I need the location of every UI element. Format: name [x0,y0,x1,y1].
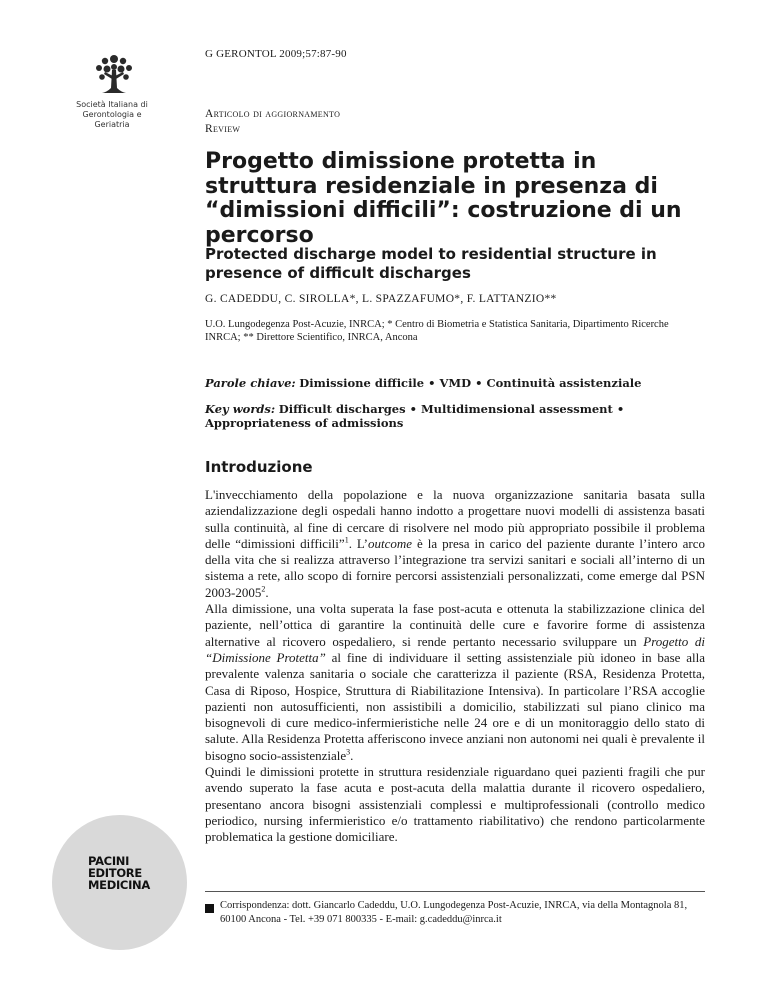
article-title-italian: Progetto dimissione protetta in struttura residenziale in presenza di “dimissioni difficili”: costruzione di un percorso [205,149,682,248]
keywords-english [205,402,705,430]
society-tree-logo-icon [88,52,140,96]
keywords-english-terms: Difficult discharges • Multidimensional assessment • Appropriateness of admissions [205,402,625,430]
body-paragraph [205,601,705,764]
society-name-line: Geriatria [94,120,130,129]
footnote-divider [205,891,705,892]
section-label-english: Review [205,123,241,135]
citation-ref: 3 [346,747,351,757]
citation-ref: 1 [344,535,349,545]
keywords-italian-terms: Dimissione difficile • VMD • Continuità assistenziale [299,376,642,390]
text-run: al fine di individuare il setting assistenziale più idoneo in base alla prevalente valenza sanitaria o sociale che caratterizza il paziente (RSA, Residenza Protetta, Casa di Riposo, Hospice, Struttura di Riabilitazione Intensiva). In particolare l’RSA accoglie pazienti non autosufficienti, non assistibili a domicilio, stabilizzati sul piano clinico ma bisognevoli di cure medico-infermieristiche nelle 24 ore e di un monitoraggio dello stato di salute. Alla Residenza Protetta afferiscono invece anziani non autonomi nei quali è prevalente il bisogno socio-assistenziale [205,649,705,763]
citation-ref: 2 [261,584,266,594]
keywords-italian [205,376,705,390]
society-name [62,100,162,130]
square-bullet-icon [205,904,214,913]
text-run-italic: outcome [368,535,413,551]
body-paragraph: Quindi le dimissioni protette in struttura residenziale riguardano quei pazienti fragili che pur avendo superato la fase acuta e post-acuta della malattia durante il ricovero ospedaliero, presentano ancora bisogni assistenziali complessi e multiprofessionali (controllo medico periodico, nursing infermieristico e/o trattamento riabilitativo) che rendono particolarmente problematica la gestione domiciliare. [205,764,705,845]
article-body [205,487,705,846]
text-run: . L’ [348,535,368,551]
society-name-line: Gerontologia e [82,110,142,119]
journal-reference: G GERONTOL 2009;57:87-90 [205,48,347,60]
text-run: . [265,584,269,600]
keywords-english-label: Key words: [205,402,276,416]
publisher-name-line: PACINI [88,854,130,868]
keywords-italian-label: Parole chiave: [205,376,296,390]
correspondence-footnote: Corrispondenza: dott. Giancarlo Cadeddu, U.O. Lungodegenza Post-Acuzie, INRCA, via della Montagnola 81, 60100 Ancona - Tel. +39 071 800335 - E-mail: g.cadeddu@inrca.it [220,900,688,925]
publisher-name-line: EDITORE [88,866,142,880]
publisher-name-line: MEDICINA [88,878,150,892]
publisher-name [88,855,150,891]
text-run: L'invecchiamento della popolazione e la nuova organizzazione sanitaria basata sulla aziendalizzazione degli ospedali hanno indotto a progettare nuovi modelli di assistenza basati sulla continuità, al fine di cercare di risolvere nel modo più appropriato possibile il problema delle “dimissioni difficili” [205,487,705,551]
section-label-italian: Articolo di aggiornamento [205,108,341,120]
text-run: Alla dimissione, una volta superata la fase post-acuta e ottenuta la stabilizzazione clinica del paziente, nell’ottica di garantire la continuità delle cure e favorire forme di assistenza alternative al ricovero ospedaliero, si rende pertanto necessario sviluppare un [205,601,705,649]
society-name-line: Società Italiana di [76,100,148,109]
body-paragraph [205,487,705,601]
affiliations: U.O. Lungodegenza Post-Acuzie, INRCA; * Centro di Biometria e Statistica Sanitaria, Dipartimento Ricerche INRCA; ** Direttore Scientifico, INRCA, Ancona [205,319,669,343]
section-heading-introduction: Introduzione [205,458,313,476]
text-run-italic: Progetto di “Dimissione Protetta” [205,633,705,665]
authors: G. CADEDDU, C. SIROLLA*, L. SPAZZAFUMO*, F. LATTANZIO** [205,293,557,305]
article-title-english: Protected discharge model to residential structure in presence of difficult discharges [205,245,657,282]
text-run: . [350,747,354,763]
text-run: è la presa in carico del paziente durante l’intero arco della vita che si realizza attraverso l’integrazione tra servizi sanitari e sociali all’interno di un sistema a rete, allo scopo di fornire percorsi assistenziali personalizzati, come emerge dal PSN 2003-2005 [205,535,706,600]
